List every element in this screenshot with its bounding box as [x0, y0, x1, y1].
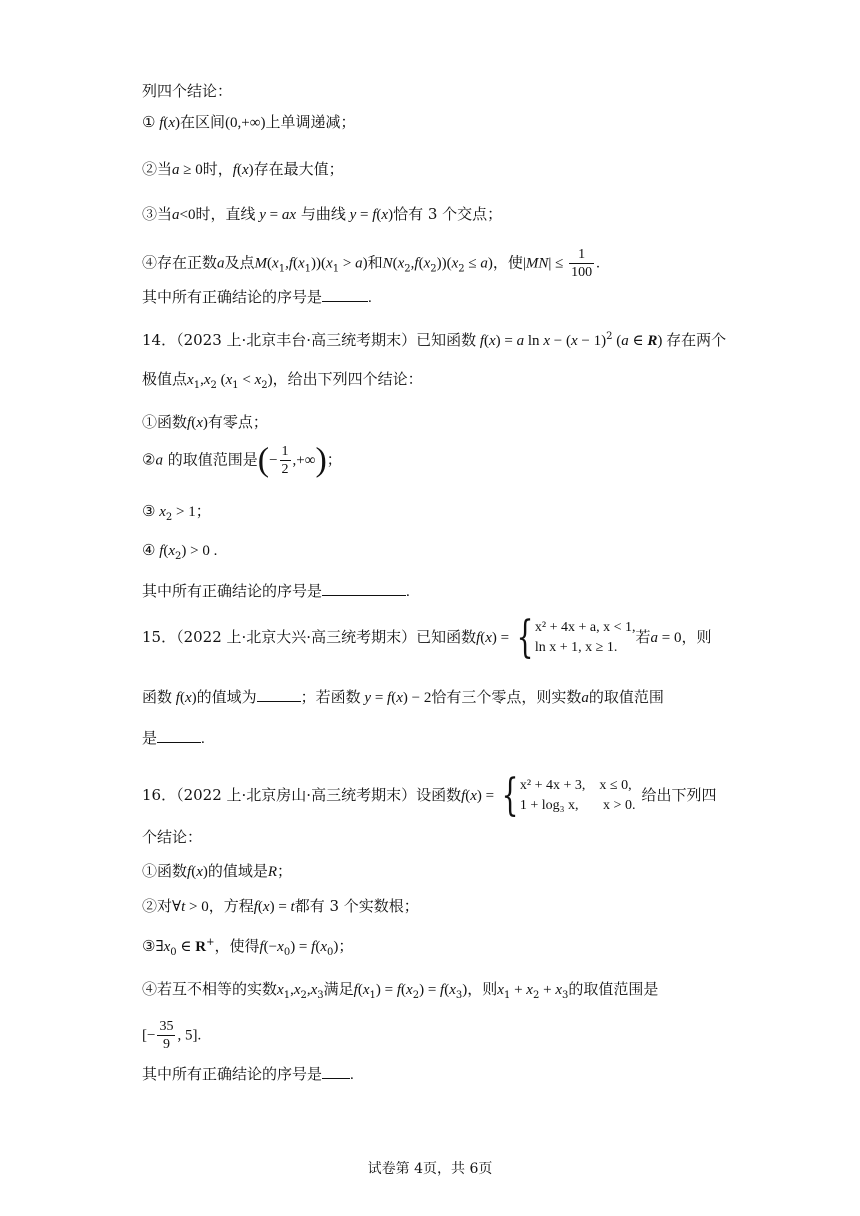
q16-conclusion-3: $③\exists x_0$ ∈ R+，使得$f(-x_0) = f(x_0)$；: [142, 937, 354, 958]
question-15-line2: 函数 f(x)的值域为 ；若函数 y = f(x) − 2恰有三个零点，则实数a的取值范围: [142, 688, 664, 706]
q16-range: [− $\frac{35}{9}$ , 5].: [142, 1019, 202, 1052]
q16-conclusion-2: ②对∀t > 0，方程f(x) = t都有 3 个实数根；: [142, 897, 419, 915]
answer-line-13: 其中所有正确结论的序号是 .: [142, 288, 372, 306]
answer-line-16: 其中所有正确结论的序号是 .: [142, 1065, 354, 1083]
answer-blank: [257, 687, 301, 702]
question-16-line2: 个结论：: [142, 828, 203, 846]
answer-blank: [322, 287, 368, 302]
q16-conclusion-4: ④若互不相等的实数$x_1,x_2,x_3$满足$f(x_1) = f(x_2) = f(x_3)$，则$x_1 + x_2 + x_3$的取值范围是: [142, 980, 659, 1001]
q14-conclusion-3: ③ $x_2 > 1$；: [142, 502, 211, 523]
conclusion-3: ③当a<0时，直线 y = ax 与曲线 y = f(x)恰有 3 个交点；: [142, 205, 503, 223]
question-16-header: 16．（2022 上·北京房山·高三统考期末）设函数f(x) = { x² + 4x + 3, x ≤ 0, 1 + log₃ x, x > 0. 给出下列四: [142, 770, 717, 821]
question-15-line3: 是 .: [142, 729, 205, 747]
answer-blank: [322, 581, 406, 596]
page-footer: 试卷第 4页，共 6页: [367, 1161, 493, 1177]
answer-blank: [157, 728, 201, 743]
q14-conclusion-2: ②a 的取值范围是(− $\frac{1}{2}$ ,+∞)；: [142, 441, 342, 479]
intro-line: 列四个结论：: [142, 82, 233, 100]
q14-conclusion-1: ①函数f(x)有零点；: [142, 413, 268, 431]
question-14-line2: 极值点$x_1,x_2$ $(x_1 < x_2)$，给出下列四个结论：: [142, 370, 423, 391]
conclusion-1: ① f(x)在区间(0,+∞)上单调递减；: [142, 113, 356, 131]
q14-conclusion-4: ④ $f(x_2) > 0$ .: [142, 541, 218, 562]
conclusion-2: ②当a ≥ 0时，f(x)存在最大值；: [142, 160, 344, 178]
conclusion-4: ④存在正数a及点$M(x_1,f(x_1))(x_1 > a)$和$N(x_2,f(x_2))(x_2 \le a)$，使|MN| ≤ $\frac{1}{100}$ .: [142, 247, 600, 280]
question-14-header: 14．（2023 上·北京丰台·高三统考期末）已知函数 f(x) = a $\ln x - (x - 1)^2$ (a ∈ R) 存在两个: [142, 331, 727, 349]
q16-conclusion-1: ①函数f(x)的值域是R；: [142, 862, 293, 880]
answer-blank: [322, 1064, 350, 1079]
answer-line-14: 其中所有正确结论的序号是 .: [142, 582, 410, 600]
question-15-header: 15．（2022 上·北京大兴·高三统考期末）已知函数f(x) = { x² + 4x + a, x < 1, ln x + 1, x ≥ 1. 若a = 0，则: [142, 612, 712, 663]
